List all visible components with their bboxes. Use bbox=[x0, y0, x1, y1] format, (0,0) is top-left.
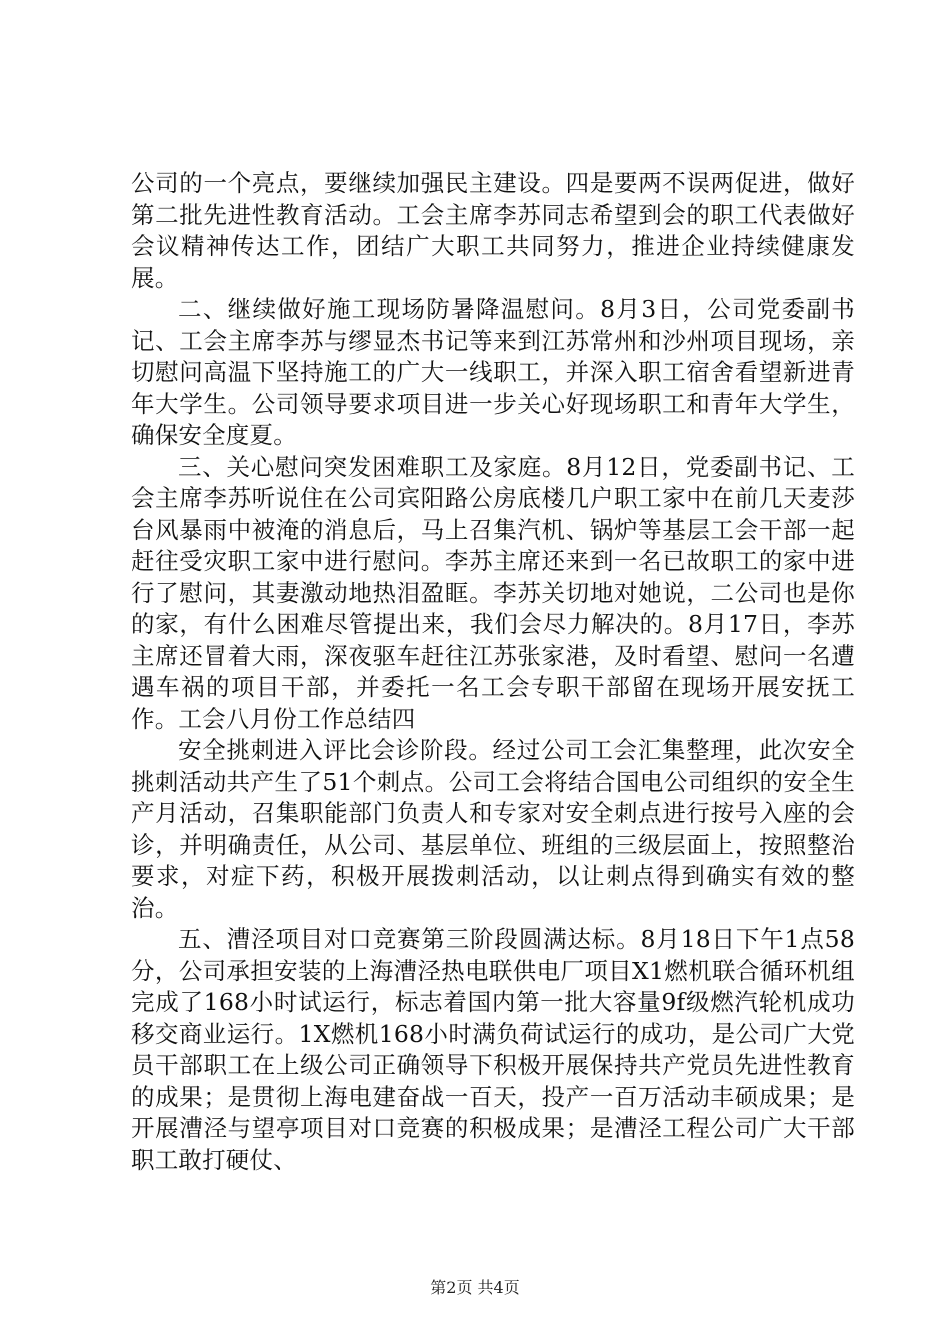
paragraph-3: 三、关心慰问突发困难职工及家庭。8月12日，党委副书记、工会主席李苏听说住在公司宾阳路公房底楼几户职工家中在前几天麦莎台风暴雨中被淹的消息后，马上召集汽机、锅炉等基层工会干部一起赶往受灾职工家中进行慰问。李苏主席还来到一名已故职工的家中进行了慰问，其妻激动地热泪盈眶。李苏关切地对她说，二公司也是你的家，有什么困难尽管提出来，我们会尽力解决的。8月17日，李苏主席还冒着大雨，深夜驱车赶往江苏张家港，及时看望、慰问一名遭遇车祸的项目干部，并委托一名工会专职干部留在现场开展安抚工作。工会八月份工作总结四 bbox=[131, 452, 855, 733]
paragraph-1: 公司的一个亮点，要继续加强民主建设。四是要两不误两促进，做好第二批先进性教育活动。工会主席李苏同志希望到会的职工代表做好会议精神传达工作，团结广大职工共同努力，推进企业持续健康发展。 bbox=[131, 169, 855, 292]
page-number-footer: 第2页 共4页 bbox=[430, 1278, 520, 1297]
paragraph-4: 安全挑刺进入评比会诊阶段。经过公司工会汇集整理，此次安全挑刺活动共产生了51个刺点。公司工会将结合国电公司组织的安全生产月活动，召集职能部门负责人和专家对安全刺点进行按号入座的会诊，并明确责任，从公司、基层单位、班组的三级层面上，按照整治要求，对症下药，积极开展拨刺活动，以让刺点得到确实有效的整治。 bbox=[131, 736, 855, 922]
paragraph-2: 二、继续做好施工现场防暑降温慰问。8月3日，公司党委副书记、工会主席李苏与缪显杰书记等来到江苏常州和沙州项目现场，亲切慰问高温下坚持施工的广大一线职工，并深入职工宿舍看望新进青年大学生。公司领导要求项目进一步关心好现场职工和青年大学生，确保安全度夏。 bbox=[131, 295, 855, 449]
paragraph-5: 五、漕泾项目对口竞赛第三阶段圆满达标。8月18日下午1点58分，公司承担安装的上海漕泾热电联供电厂项目X1燃机联合循环机组完成了168小时试运行，标志着国内第一批大容量9f级燃汽轮机成功移交商业运行。1X燃机168小时满负荷试运行的成功，是公司广大党员干部职工在上级公司正确领导下积极开展保持共产党员先进性教育的成果；是贯彻上海电建奋战一百天，投产一百万活动丰硕成果；是开展漕泾与望亭项目对口竞赛的积极成果；是漕泾工程公司广大干部职工敢打硬仗、 bbox=[131, 925, 855, 1174]
document-body bbox=[131, 168, 855, 1176]
